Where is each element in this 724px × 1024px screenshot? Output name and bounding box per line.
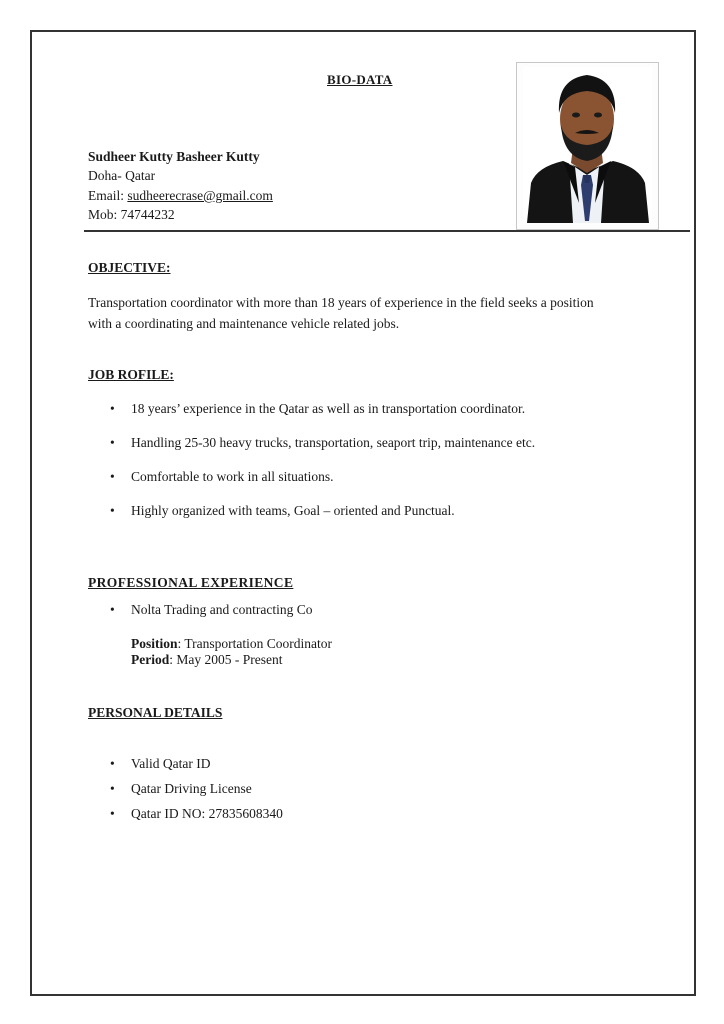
profile-photo — [516, 62, 659, 230]
period-value: : May 2005 - Present — [169, 652, 283, 667]
position-value: : Transportation Coordinator — [177, 636, 333, 651]
bullet-icon: • — [110, 503, 115, 518]
period-label: Period — [131, 652, 170, 667]
email-link[interactable]: sudheerecrase@gmail.com — [127, 188, 273, 203]
objective-line-2: with a coordinating and maintenance vehicle related jobs. — [88, 316, 400, 331]
personal-details-list — [110, 756, 283, 822]
list-item: • Comfortable to work in all situations. — [110, 469, 334, 484]
list-item: • 18 years’ experience in the Qatar as well as in transportation coordinator. — [110, 401, 526, 416]
person-photo-icon — [517, 63, 658, 229]
objective-line-1: Transportation coordinator with more than 18 years of experience in the field seeks a position — [88, 295, 594, 310]
bullet-icon: • — [110, 756, 115, 771]
bullet-icon: • — [110, 781, 115, 796]
position-label: Position — [131, 636, 178, 651]
bullet-icon: • — [110, 435, 115, 450]
company-name: Nolta Trading and contracting Co — [131, 602, 313, 617]
mobile-number: Mob: 74744232 — [88, 207, 175, 222]
list-item: • Valid Qatar ID — [110, 756, 211, 771]
location: Doha- Qatar — [88, 168, 156, 183]
job-profile-heading: JOB ROFILE: — [88, 367, 174, 382]
objective-text — [88, 292, 658, 334]
list-item: • Qatar Driving License — [110, 781, 252, 796]
document-title: BIO-DATA — [327, 72, 393, 87]
list-item: • Handling 25-30 heavy trucks, transportation, seaport trip, maintenance etc. — [110, 435, 536, 450]
email-label: Email: — [88, 188, 128, 203]
experience-list — [110, 602, 312, 618]
list-item — [110, 602, 312, 618]
email-line — [88, 188, 273, 204]
bullet-icon: • — [110, 401, 115, 416]
period-line — [131, 652, 282, 668]
list-item: • Qatar ID NO: 27835608340 — [110, 806, 283, 821]
header-divider — [84, 230, 690, 232]
job-profile-list — [110, 401, 535, 519]
list-item: • Highly organized with teams, Goal – oriented and Punctual. — [110, 503, 455, 518]
position-line — [131, 636, 332, 652]
bullet-icon: • — [110, 602, 115, 617]
experience-heading: PROFESSIONAL EXPERIENCE — [88, 575, 294, 590]
bullet-icon: • — [110, 806, 115, 821]
personal-details-heading: PERSONAL DETAILS — [88, 705, 223, 720]
bullet-icon: • — [110, 469, 115, 484]
candidate-name: Sudheer Kutty Basheer Kutty — [88, 149, 260, 164]
objective-heading: OBJECTIVE: — [88, 260, 171, 275]
